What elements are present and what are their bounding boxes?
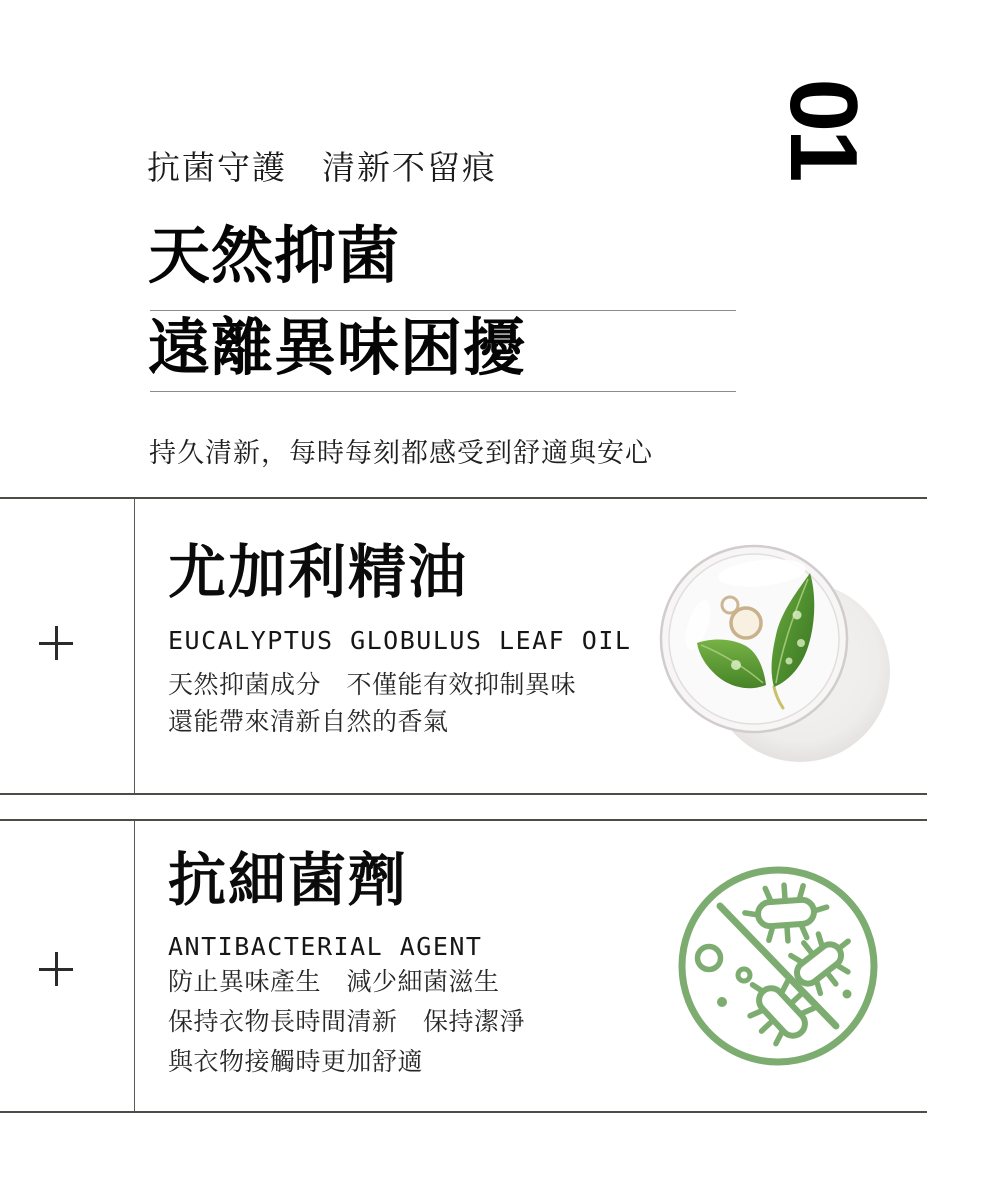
plus-icon <box>39 952 73 986</box>
feature-card-antibacterial-agent <box>0 819 927 1113</box>
hero-title-divider-2 <box>150 391 736 392</box>
feature-description-line: 與衣物接觸時更加舒適 <box>168 1048 424 1076</box>
feature-description-line: 天然抑菌成分 不僅能有效抑制異味 <box>168 671 577 699</box>
feature-card-eucalyptus-oil <box>0 497 927 795</box>
hero-title-line2: 遠離異味困擾 <box>148 314 527 383</box>
hero-description: 持久清新，每時每刻都感受到舒適與安心 <box>149 438 653 468</box>
petri-dish-leaves-image <box>650 535 900 770</box>
section-index-number: 01 <box>770 78 877 180</box>
feature-title: 尤加利精油 <box>168 540 469 605</box>
feature-vertical-divider <box>134 499 135 793</box>
feature-description-line: 還能帶來清新自然的香氣 <box>168 708 449 736</box>
feature-subtitle-en: ANTIBACTERIAL AGENT <box>168 932 483 961</box>
oil-droplet-large <box>731 608 761 638</box>
hero-tagline: 抗菌守護 清新不留痕 <box>147 149 497 186</box>
no-bacteria-icon <box>676 864 881 1069</box>
feature-subtitle-en: EUCALYPTUS GLOBULUS LEAF OIL <box>168 626 632 655</box>
plus-icon <box>39 626 73 660</box>
hero-title-divider-1 <box>150 310 736 311</box>
feature-vertical-divider <box>134 821 135 1111</box>
feature-description-line: 保持衣物長時間清新 保持潔淨 <box>168 1008 526 1036</box>
hero-title-line1: 天然抑菌 <box>148 222 401 291</box>
feature-description-line: 防止異味產生 減少細菌滋生 <box>168 968 500 996</box>
feature-title: 抗細菌劑 <box>168 848 409 913</box>
